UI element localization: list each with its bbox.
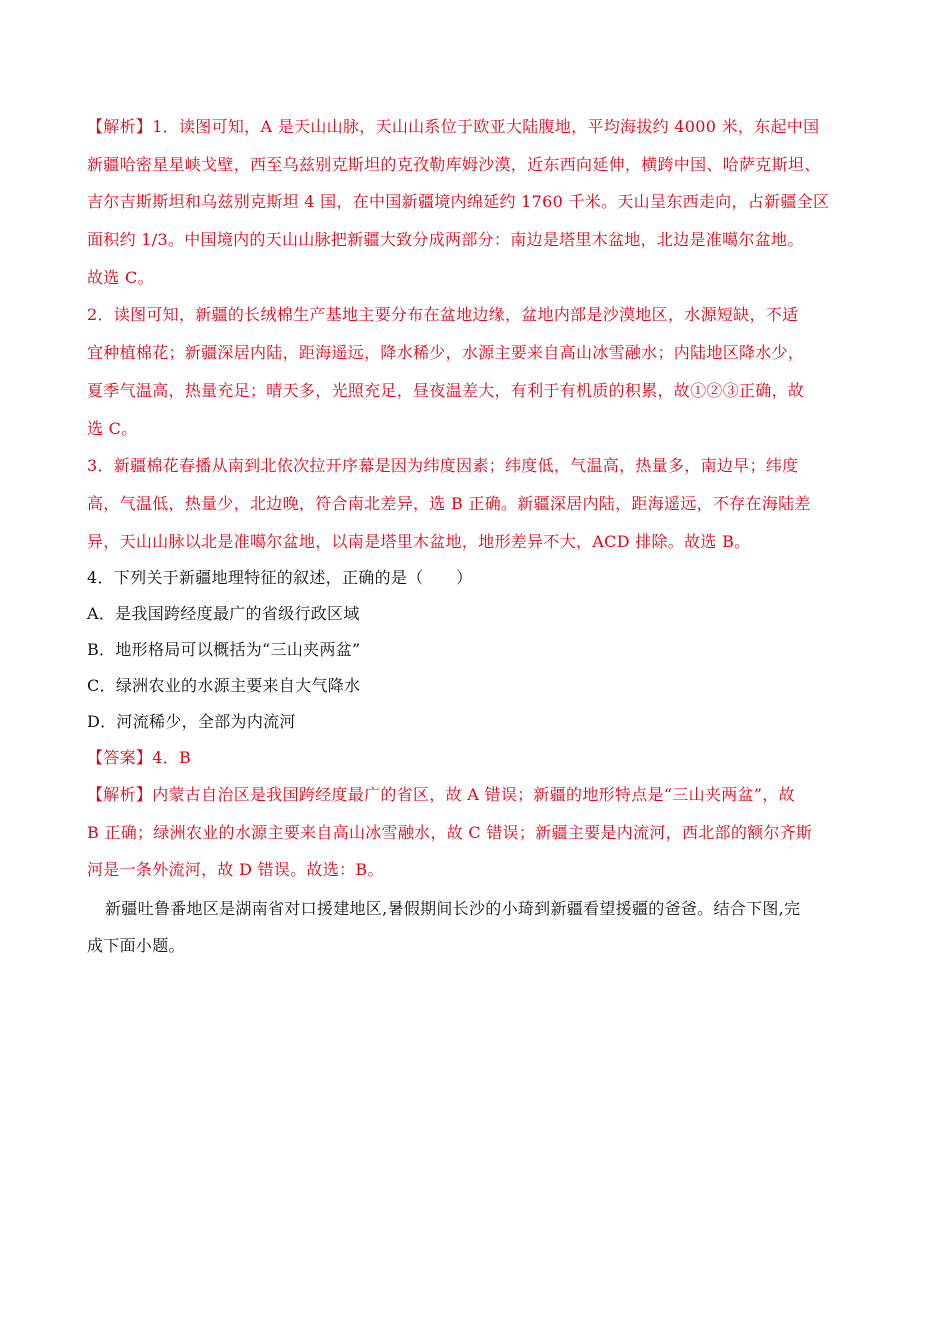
option-a: A．是我国跨经度最广的省级行政区域	[87, 604, 360, 623]
analysis-line: B 正确；绿洲农业的水源主要来自高山冰雪融水，故 C 错误；新疆主要是内流河，西北部的额尔齐斯	[87, 823, 813, 842]
analysis-line: 故选 C。	[87, 268, 154, 287]
analysis-line: 【解析】内蒙古自治区是我国跨经度最广的省区，故 A 错误；新疆的地形特点是“三山夹两盆”，故	[87, 785, 795, 804]
paragraph-line: 成下面小题。	[87, 936, 185, 955]
analysis-line: 3．新疆棉花春播从南到北依次拉开序幕是因为纬度因素；纬度低，气温高，热量多，南边早；纬度	[87, 456, 799, 475]
analysis-line: 夏季气温高，热量充足；晴天多，光照充足，昼夜温差大，有利于有机质的积累，故①②③正确，故	[87, 381, 805, 400]
option-c: C．绿洲农业的水源主要来自大气降水	[87, 676, 361, 695]
analysis-line: 新疆哈密星星峡戈壁，西至乌兹别克斯坦的克孜勒库姆沙漠，近东西向延伸，横跨中国、哈萨克斯坦、	[87, 155, 821, 174]
question-stem: 4．下列关于新疆地理特征的叙述，正确的是（ ）	[87, 568, 473, 587]
answer-line: 【答案】4．B	[87, 748, 192, 767]
analysis-line: 【解析】1．读图可知，A 是天山山脉，天山山系位于欧亚大陆腹地，平均海拔约 4000 米，东起中国	[87, 117, 820, 136]
analysis-line: 高，气温低，热量少，北边晚，符合南北差异，选 B 正确。新疆深居内陆，距海遥远，不存在海陆差	[87, 494, 811, 513]
option-d: D．河流稀少，全部为内流河	[87, 712, 296, 731]
paragraph-line: 新疆吐鲁番地区是湖南省对口援建地区,暑假期间长沙的小琦到新疆看望援疆的爸爸。结合下图,完	[105, 899, 801, 918]
analysis-line: 2．读图可知，新疆的长绒棉生产基地主要分布在盆地边缘，盆地内部是沙漠地区，水源短缺，不适	[87, 305, 799, 324]
analysis-line: 异，天山山脉以北是准噶尔盆地，以南是塔里木盆地，地形差异不大，ACD 排除。故选 B。	[87, 532, 751, 551]
analysis-line: 选 C。	[87, 419, 138, 438]
analysis-line: 面积约 1/3。中国境内的天山山脉把新疆大致分成两部分：南边是塔里木盆地，北边是准噶尔盆地。	[87, 230, 804, 249]
analysis-line: 宜种植棉花；新疆深居内陆，距海遥远，降水稀少，水源主要来自高山冰雪融水；内陆地区降水少，	[87, 343, 805, 362]
analysis-line: 吉尔吉斯斯坦和乌兹别克斯坦 4 国，在中国新疆境内绵延约 1760 千米。天山呈东西走向，占新疆全区	[87, 192, 830, 211]
analysis-line: 河是一条外流河，故 D 错误。故选：B。	[87, 860, 384, 879]
option-b: B．地形格局可以概括为“三山夹两盆”	[87, 640, 361, 659]
